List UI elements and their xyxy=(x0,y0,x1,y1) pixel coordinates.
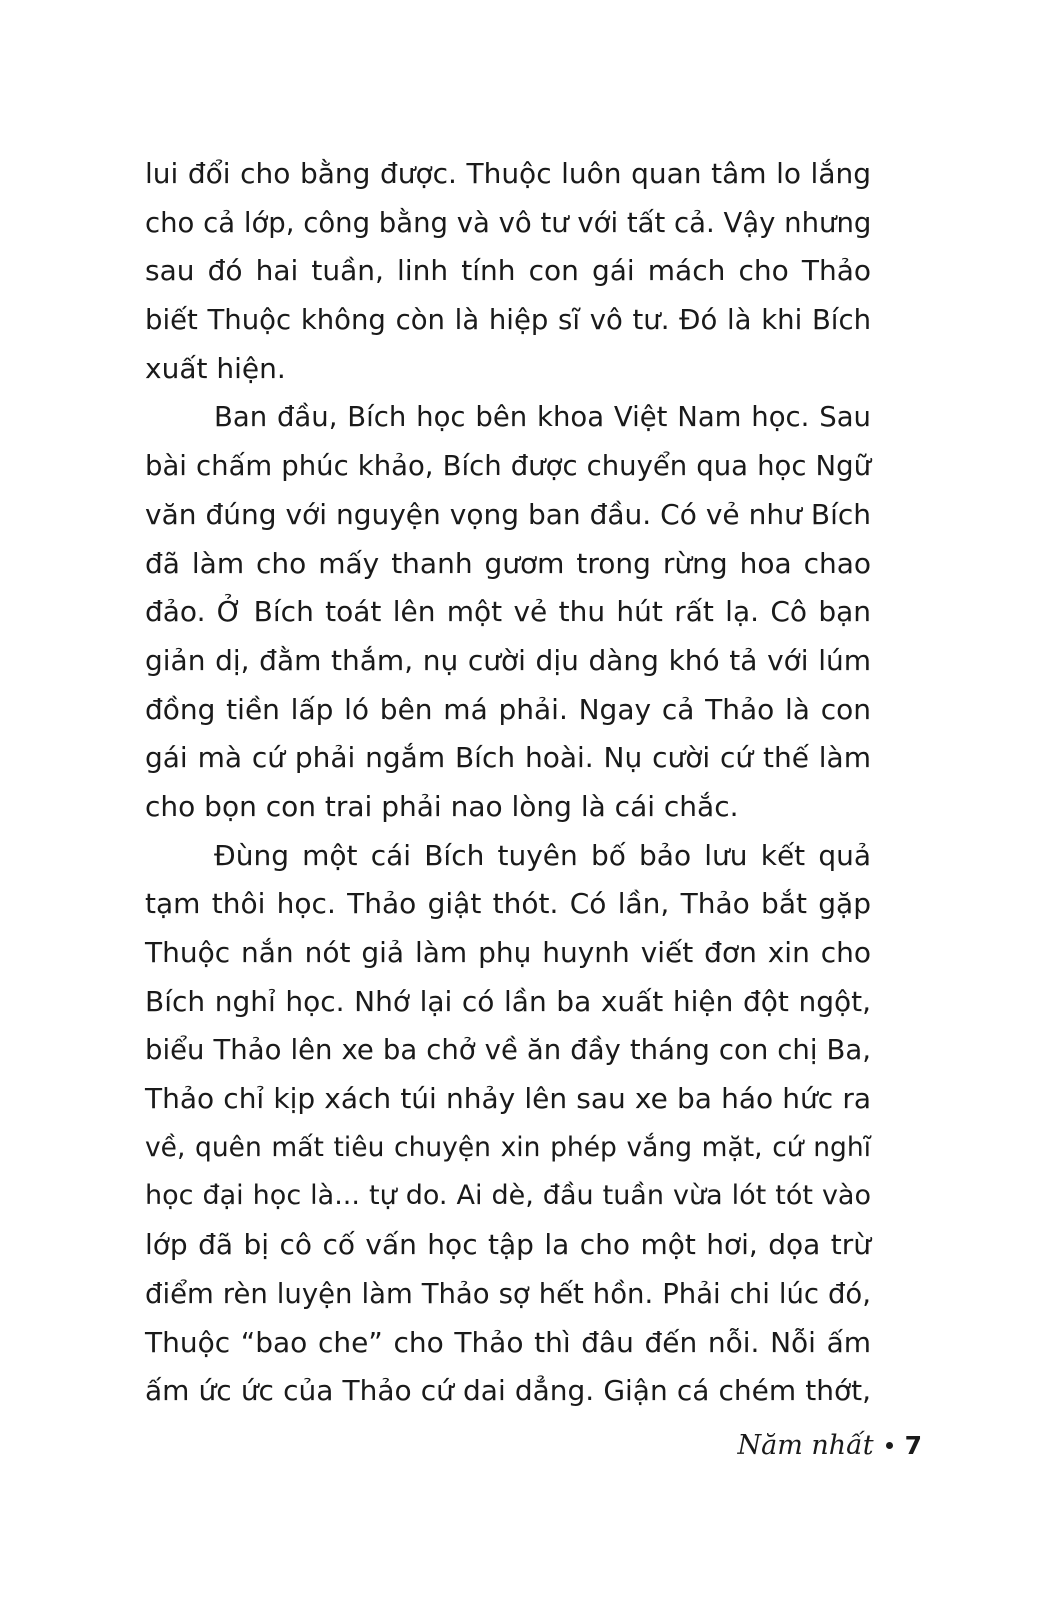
running-title: Năm nhất xyxy=(737,1429,874,1461)
text-line: cho cả lớp, công bằng và vô tư với tất cả. Vậy nhưng xyxy=(145,206,872,239)
text-line: gái mà cứ phải ngắm Bích hoài. Nụ cười cứ thế làm xyxy=(145,741,871,775)
text-line: Thảo chỉ kịp xách túi nhảy lên sau xe ba háo hức ra xyxy=(145,1082,871,1116)
text-line: về, quên mất tiêu chuyện xin phép vắng mặt, cứ nghĩ xyxy=(145,1131,871,1163)
text-line: sau đó hai tuần, linh tính con gái mách cho Thảo xyxy=(145,254,871,288)
page-number: 7 xyxy=(904,1430,922,1460)
paragraph-first-line: Ban đầu, Bích học bên khoa Việt Nam học. Sau xyxy=(214,401,871,434)
text-line: biết Thuộc không còn là hiệp sĩ vô tư. Đó là khi Bích xyxy=(145,304,871,337)
text-line: điểm rèn luyện làm Thảo sợ hết hồn. Phải chi lúc đó, xyxy=(145,1277,871,1310)
text-line: ấm ức ức của Thảo cứ dai dẳng. Giận cá chém thớt, xyxy=(145,1374,871,1408)
text-line: đảo. Ở Bích toát lên một vẻ thu hút rất lạ. Cô bạn xyxy=(145,595,871,629)
text-line: đã làm cho mấy thanh gươm trong rừng hoa chao xyxy=(145,546,871,580)
text-line: Thuộc nắn nót giả làm phụ huynh viết đơn xin cho xyxy=(145,936,871,969)
paragraph-first-line: Đùng một cái Bích tuyên bố bảo lưu kết quả xyxy=(214,838,871,872)
text-line: Bích nghỉ học. Nhớ lại có lần ba xuất hiện đột ngột, xyxy=(145,984,871,1018)
text-line: lui đổi cho bằng được. Thuộc luôn quan tâm lo lắng xyxy=(145,157,871,190)
text-line: xuất hiện. xyxy=(145,351,286,385)
text-line: biểu Thảo lên xe ba chở về ăn đầy tháng con chị Ba, xyxy=(145,1034,871,1067)
text-line: văn đúng với nguyện vọng ban đầu. Có vẻ như Bích xyxy=(145,497,871,531)
text-line: lớp đã bị cô cố vấn học tập la cho một hơi, dọa trừ xyxy=(145,1228,871,1262)
text-line: Thuộc “bao che” cho Thảo thì đâu đến nỗi. Nỗi ấm xyxy=(145,1325,871,1359)
text-line: đồng tiền lấp ló bên má phải. Ngay cả Thảo là con xyxy=(145,692,871,726)
text-line: tạm thôi học. Thảo giật thót. Có lần, Thảo bắt gặp xyxy=(145,887,871,921)
body-text xyxy=(145,150,871,1416)
text-line: bài chấm phúc khảo, Bích được chuyển qua học Ngữ xyxy=(145,450,871,483)
page-footer xyxy=(738,1425,923,1465)
text-line: học đại học là... tự do. Ai dè, đầu tuần vừa lót tót vào xyxy=(145,1180,871,1212)
bullet-separator-icon xyxy=(886,1442,893,1449)
text-line: cho bọn con trai phải nao lòng là cái chắc. xyxy=(145,789,739,823)
text-line: giản dị, đằm thắm, nụ cười dịu dàng khó tả với lúm xyxy=(145,643,871,677)
